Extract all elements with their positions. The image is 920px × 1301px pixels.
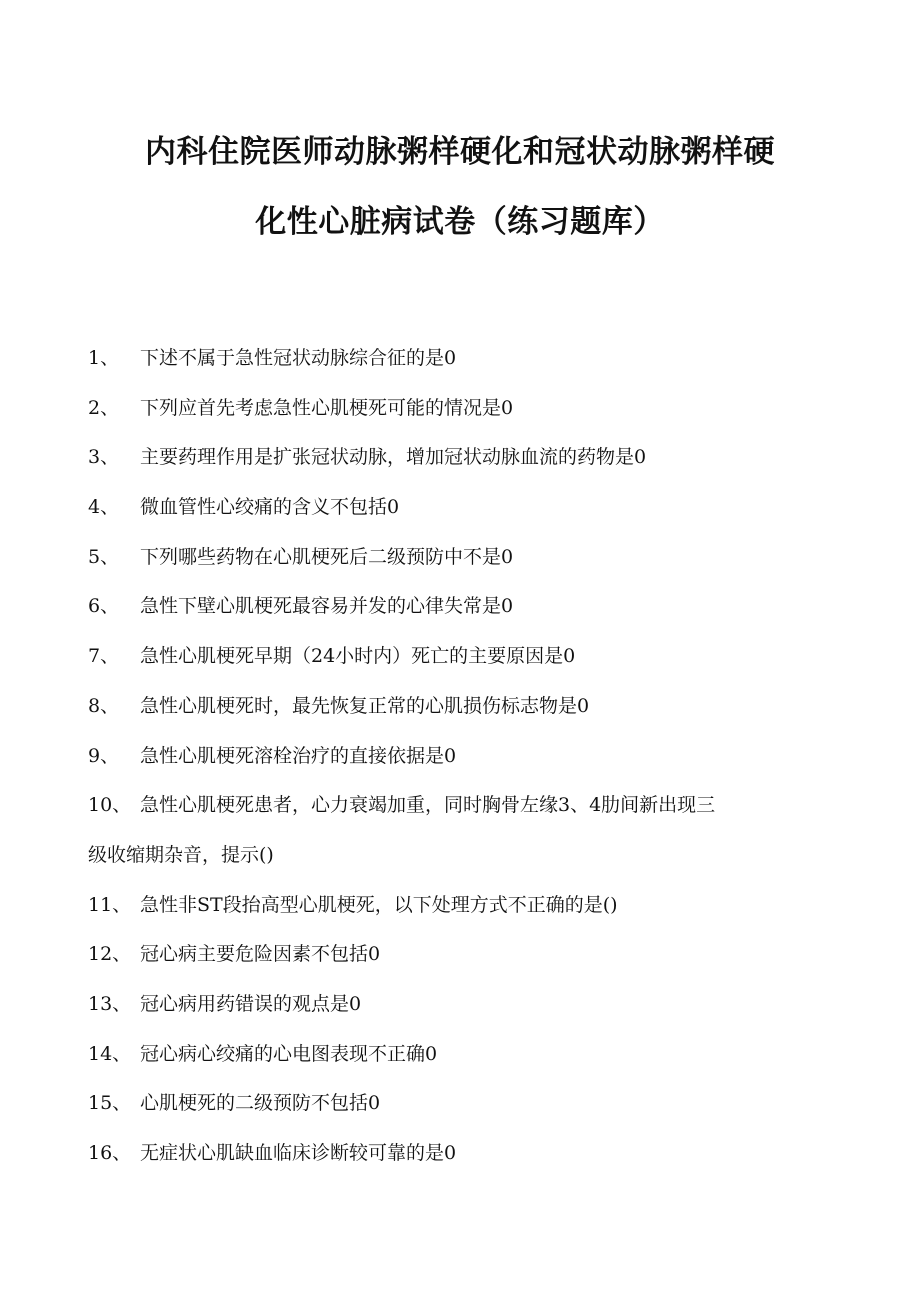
question-text: 急性心肌梗死早期（24小时内）死亡的主要原因是0 bbox=[140, 645, 576, 668]
question-text: 无症状心肌缺血临床诊断较可靠的是0 bbox=[140, 1142, 457, 1164]
question-text: 主要药理作用是扩张冠状动脉，增加冠状动脉血流的药物是0 bbox=[140, 446, 647, 469]
document-title-line-2: 化性心脏病试卷（练习题库） bbox=[255, 204, 665, 240]
question-number: 4、 bbox=[88, 496, 120, 519]
question-text: 急性心肌梗死溶栓治疗的直接依据是0 bbox=[140, 744, 457, 767]
question-number: 13、 bbox=[88, 992, 132, 1015]
question-number: 9、 bbox=[88, 744, 120, 767]
question-item bbox=[88, 1042, 808, 1067]
question-item bbox=[88, 1141, 808, 1166]
question-text: 急性心肌梗死患者，心力衰竭加重，同时胸骨左缘3、4肋间新出现三 bbox=[140, 794, 716, 817]
question-text: 急性下壁心肌梗死最容易并发的心律失常是0 bbox=[140, 595, 514, 618]
question-number: 10、 bbox=[88, 794, 132, 817]
question-number: 12、 bbox=[88, 943, 132, 966]
question-item bbox=[88, 495, 808, 520]
question-text: 急性非ST段抬高型心肌梗死，以下处理方式不正确的是() bbox=[140, 893, 618, 916]
question-item bbox=[88, 744, 808, 769]
question-list bbox=[88, 346, 808, 1191]
question-item bbox=[88, 992, 808, 1017]
question-text: 冠心病主要危险因素不包括0 bbox=[140, 943, 381, 966]
document-title-line-1: 内科住院医师动脉粥样硬化和冠状动脉粥样硬 bbox=[145, 134, 775, 170]
question-number: 2、 bbox=[88, 396, 120, 419]
question-text: 下列应首先考虑急性心肌梗死可能的情况是0 bbox=[140, 396, 514, 419]
question-item bbox=[88, 694, 808, 719]
question-item bbox=[88, 793, 808, 868]
question-number: 14、 bbox=[88, 1042, 132, 1065]
question-text: 心肌梗死的二级预防不包括0 bbox=[140, 1092, 381, 1115]
question-item bbox=[88, 644, 808, 669]
question-number: 16、 bbox=[88, 1142, 132, 1164]
question-item bbox=[88, 396, 808, 421]
question-text: 下列哪些药物在心肌梗死后二级预防中不是0 bbox=[140, 545, 514, 568]
question-number: 11、 bbox=[88, 893, 132, 916]
question-text: 急性心肌梗死时，最先恢复正常的心肌损伤标志物是0 bbox=[140, 694, 590, 717]
question-item bbox=[88, 445, 808, 470]
question-number: 15、 bbox=[88, 1092, 132, 1115]
question-item bbox=[88, 346, 808, 371]
question-text: 下述不属于急性冠状动脉综合征的是0 bbox=[140, 347, 457, 369]
question-text: 冠心病心绞痛的心电图表现不正确0 bbox=[140, 1042, 438, 1065]
question-item bbox=[88, 545, 808, 570]
question-item bbox=[88, 594, 808, 619]
question-number: 5、 bbox=[88, 545, 120, 568]
question-text: 微血管性心绞痛的含义不包括0 bbox=[140, 496, 400, 519]
question-number: 8、 bbox=[88, 694, 120, 717]
question-text-continuation: 级收缩期杂音，提示() bbox=[88, 843, 274, 866]
question-number: 3、 bbox=[88, 446, 120, 469]
question-item bbox=[88, 1091, 808, 1116]
question-number: 1、 bbox=[88, 347, 120, 369]
question-number: 6、 bbox=[88, 595, 120, 618]
question-item bbox=[88, 942, 808, 967]
question-number: 7、 bbox=[88, 645, 120, 668]
question-item bbox=[88, 893, 808, 918]
question-text: 冠心病用药错误的观点是0 bbox=[140, 992, 362, 1015]
